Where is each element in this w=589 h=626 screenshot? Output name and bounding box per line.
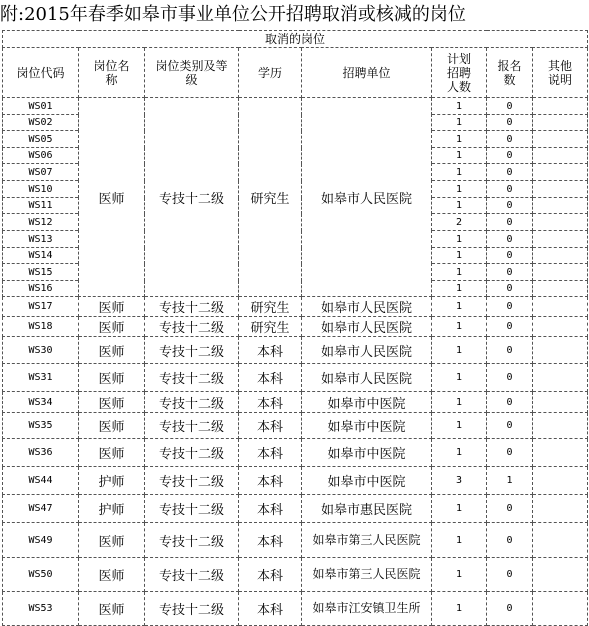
cell-note (533, 98, 588, 115)
cell-plan: 1 (432, 164, 487, 181)
cell-plan: 1 (432, 231, 487, 248)
cell-code: WS07 (3, 164, 79, 181)
cell-edu: 研究生 (239, 98, 302, 297)
cell-plan: 1 (432, 392, 487, 413)
cell-note (533, 495, 588, 523)
cell-name: 医师 (79, 364, 145, 392)
cell-applied: 0 (487, 198, 533, 214)
cell-applied: 0 (487, 364, 533, 392)
cell-note (533, 181, 588, 198)
cell-level: 专技十二级 (145, 337, 239, 364)
table-row (3, 467, 588, 495)
cell-applied: 1 (487, 467, 533, 495)
cell-plan: 1 (432, 364, 487, 392)
cell-code: WS18 (3, 317, 79, 337)
cell-note (533, 131, 588, 148)
cell-note (533, 297, 588, 317)
cell-applied: 0 (487, 297, 533, 317)
header-level: 岗位类别及等级 (145, 48, 239, 98)
header-name: 岗位名称 (79, 48, 145, 98)
cell-plan: 1 (432, 523, 487, 558)
table-row (3, 317, 588, 337)
header-plan: 计划招聘人数 (432, 48, 487, 98)
cell-note (533, 148, 588, 164)
cell-plan: 1 (432, 98, 487, 115)
cell-edu: 研究生 (239, 297, 302, 317)
cell-name: 医师 (79, 317, 145, 337)
cell-edu: 研究生 (239, 317, 302, 337)
cell-plan: 1 (432, 495, 487, 523)
cell-edu: 本科 (239, 592, 302, 626)
cell-level: 专技十二级 (145, 297, 239, 317)
cell-unit: 如皋市人民医院 (302, 337, 432, 364)
cell-code: WS36 (3, 439, 79, 467)
cell-unit: 如皋市惠民医院 (302, 495, 432, 523)
cell-note (533, 164, 588, 181)
cell-code: WS11 (3, 198, 79, 214)
cell-code: WS34 (3, 392, 79, 413)
positions-table (2, 30, 588, 626)
cell-unit: 如皋市中医院 (302, 392, 432, 413)
cell-code: WS16 (3, 281, 79, 297)
cell-unit: 如皋市人民医院 (302, 317, 432, 337)
cell-plan: 1 (432, 181, 487, 198)
table-row (3, 592, 588, 626)
cell-code: WS44 (3, 467, 79, 495)
table-row (3, 364, 588, 392)
cell-unit: 如皋市中医院 (302, 413, 432, 439)
cell-code: WS14 (3, 248, 79, 264)
cell-edu: 本科 (239, 392, 302, 413)
cell-name: 医师 (79, 413, 145, 439)
cell-note (533, 364, 588, 392)
cell-code: WS13 (3, 231, 79, 248)
cell-unit: 如皋市人民医院 (302, 364, 432, 392)
cell-code: WS06 (3, 148, 79, 164)
cell-note (533, 558, 588, 592)
cell-code: WS12 (3, 214, 79, 231)
cell-plan: 1 (432, 281, 487, 297)
cell-applied: 0 (487, 495, 533, 523)
cell-edu: 本科 (239, 413, 302, 439)
cell-note (533, 115, 588, 131)
table-row (3, 337, 588, 364)
cell-name: 医师 (79, 297, 145, 317)
cell-level: 专技十二级 (145, 413, 239, 439)
cell-edu: 本科 (239, 467, 302, 495)
cell-applied: 0 (487, 558, 533, 592)
header-applied: 报名数 (487, 48, 533, 98)
header-code: 岗位代码 (3, 48, 79, 98)
cell-applied: 0 (487, 231, 533, 248)
cell-applied: 0 (487, 523, 533, 558)
cell-applied: 0 (487, 131, 533, 148)
cell-code: WS17 (3, 297, 79, 317)
cell-note (533, 231, 588, 248)
cell-level: 专技十二级 (145, 439, 239, 467)
cell-unit: 如皋市中医院 (302, 439, 432, 467)
cell-level: 专技十二级 (145, 592, 239, 626)
table-row (3, 495, 588, 523)
table-row (3, 297, 588, 317)
cell-applied: 0 (487, 214, 533, 231)
cell-plan: 1 (432, 413, 487, 439)
cell-level: 专技十二级 (145, 523, 239, 558)
page-title: 附:2015年春季如皋市事业单位公开招聘取消或核减的岗位 (0, 4, 466, 25)
cell-code: WS35 (3, 413, 79, 439)
cell-plan: 1 (432, 248, 487, 264)
cell-plan: 1 (432, 337, 487, 364)
cell-code: WS01 (3, 98, 79, 115)
cell-plan: 1 (432, 131, 487, 148)
cell-applied: 0 (487, 148, 533, 164)
cell-edu: 本科 (239, 439, 302, 467)
cell-level: 专技十二级 (145, 558, 239, 592)
header-note: 其他说明 (533, 48, 588, 98)
cell-edu: 本科 (239, 364, 302, 392)
cell-note (533, 413, 588, 439)
cell-level: 专技十二级 (145, 364, 239, 392)
cell-note (533, 392, 588, 413)
cell-level: 专技十二级 (145, 392, 239, 413)
cell-name: 医师 (79, 337, 145, 364)
cell-code: WS47 (3, 495, 79, 523)
cell-level: 专技十二级 (145, 317, 239, 337)
cell-plan: 2 (432, 214, 487, 231)
cell-code: WS31 (3, 364, 79, 392)
cell-applied: 0 (487, 392, 533, 413)
cell-note (533, 592, 588, 626)
cell-unit: 如皋市人民医院 (302, 297, 432, 317)
cell-applied: 0 (487, 592, 533, 626)
cell-code: WS49 (3, 523, 79, 558)
cell-level: 专技十二级 (145, 467, 239, 495)
cell-plan: 1 (432, 264, 487, 281)
cell-name: 护师 (79, 495, 145, 523)
cell-applied: 0 (487, 317, 533, 337)
cell-code: WS30 (3, 337, 79, 364)
table-caption: 取消的岗位 (3, 31, 588, 48)
cell-code: WS05 (3, 131, 79, 148)
cell-applied: 0 (487, 248, 533, 264)
cell-note (533, 337, 588, 364)
table-row (3, 98, 588, 115)
cell-unit: 如皋市人民医院 (302, 98, 432, 297)
cell-applied: 0 (487, 413, 533, 439)
cell-applied: 0 (487, 264, 533, 281)
cell-note (533, 439, 588, 467)
cell-edu: 本科 (239, 337, 302, 364)
cell-level: 专技十二级 (145, 98, 239, 297)
cell-plan: 1 (432, 558, 487, 592)
cell-plan: 1 (432, 297, 487, 317)
cell-name: 医师 (79, 392, 145, 413)
cell-applied: 0 (487, 181, 533, 198)
table-row (3, 392, 588, 413)
cell-name: 医师 (79, 558, 145, 592)
cell-name: 医师 (79, 592, 145, 626)
cell-note (533, 281, 588, 297)
cell-name: 医师 (79, 439, 145, 467)
cell-note (533, 214, 588, 231)
cell-edu: 本科 (239, 558, 302, 592)
cell-edu: 本科 (239, 523, 302, 558)
cell-plan: 1 (432, 148, 487, 164)
table-row (3, 558, 588, 592)
table-row (3, 413, 588, 439)
cell-note (533, 264, 588, 281)
cell-edu: 本科 (239, 495, 302, 523)
cell-plan: 1 (432, 317, 487, 337)
cell-name: 护师 (79, 467, 145, 495)
cell-applied: 0 (487, 98, 533, 115)
cell-applied: 0 (487, 281, 533, 297)
cell-note (533, 523, 588, 558)
cell-plan: 1 (432, 198, 487, 214)
cell-applied: 0 (487, 164, 533, 181)
table-row (3, 439, 588, 467)
header-edu: 学历 (239, 48, 302, 98)
cell-code: WS10 (3, 181, 79, 198)
cell-name: 医师 (79, 523, 145, 558)
cell-applied: 0 (487, 439, 533, 467)
cell-unit: 如皋市中医院 (302, 467, 432, 495)
cell-plan: 1 (432, 439, 487, 467)
cell-code: WS15 (3, 264, 79, 281)
cell-note (533, 248, 588, 264)
cell-plan: 1 (432, 115, 487, 131)
cell-name: 医师 (79, 98, 145, 297)
cell-note (533, 467, 588, 495)
cell-code: WS50 (3, 558, 79, 592)
cell-unit: 如皋市第三人民医院 (302, 523, 432, 558)
cell-note (533, 198, 588, 214)
cell-level: 专技十二级 (145, 495, 239, 523)
table-row (3, 523, 588, 558)
cell-unit: 如皋市江安镇卫生所 (302, 592, 432, 626)
cell-applied: 0 (487, 115, 533, 131)
cell-plan: 3 (432, 467, 487, 495)
cell-plan: 1 (432, 592, 487, 626)
cell-applied: 0 (487, 337, 533, 364)
cell-code: WS53 (3, 592, 79, 626)
cell-note (533, 317, 588, 337)
header-unit: 招聘单位 (302, 48, 432, 98)
cell-unit: 如皋市第三人民医院 (302, 558, 432, 592)
cell-code: WS02 (3, 115, 79, 131)
